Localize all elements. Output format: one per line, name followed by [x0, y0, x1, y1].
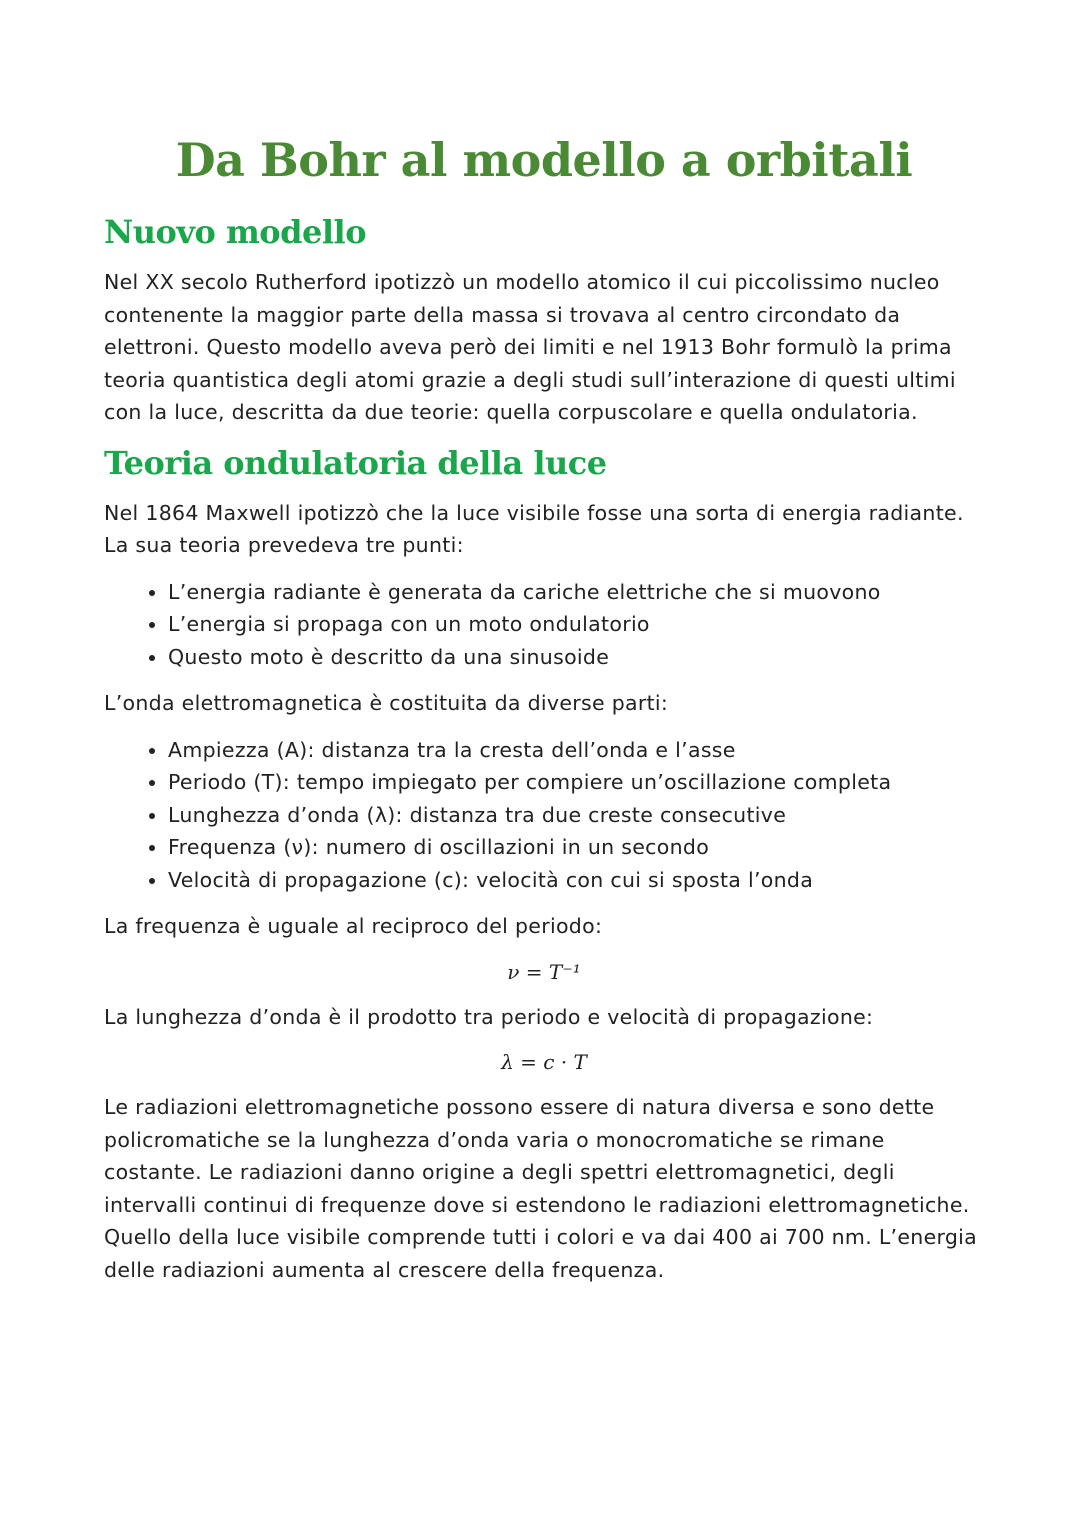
list-item: • Lunghezza d’onda (λ): distanza tra due creste consecutive [168, 799, 984, 832]
bullet-list-wave-parts [104, 734, 984, 897]
formula-frequency: ν = T⁻¹ [507, 959, 581, 984]
paragraph: Le radiazioni elettromagnetiche possono essere di natura diversa e sono dette policromatiche se la lunghezza d’onda varia o monocromatiche se rimane costante. Le radiazioni danno origine a degli spettri elettromagnetici, degli intervalli continui di frequenze dove si estendono le radiazioni elettromagnetiche. Quello della luce visibile comprende tutti i colori e va dai 400 ai 700 nm. L’energia delle radiazioni aumenta al crescere della frequenza. [104, 1095, 978, 1282]
list-item: • Periodo (T): tempo impiegato per compiere un’oscillazione completa [168, 766, 984, 799]
page-title: Da Bohr al modello a orbitali [175, 133, 913, 187]
list-item: • L’energia radiante è generata da cariche elettriche che si muovono [168, 576, 984, 609]
formula-wavelength: λ = c · T [501, 1050, 587, 1074]
bullet-list-maxwell [104, 576, 984, 674]
list-item: • Velocità di propagazione (c): velocità con cui si sposta l’onda [168, 864, 984, 897]
paragraph: La frequenza è uguale al reciproco del periodo: [104, 914, 603, 938]
list-item: • L’energia si propaga con un moto ondulatorio [168, 608, 984, 641]
list-item: • Questo moto è descritto da una sinusoide [168, 641, 984, 674]
paragraph: Nel XX secolo Rutherford ipotizzò un modello atomico il cui piccolissimo nucleo contenente la maggior parte della massa si trovava al centro circondato da elettroni. Questo modello aveva però dei limiti e nel 1913 Bohr formulò la prima teoria quantistica degli atomi grazie a degli studi sull’interazione di questi ultimi con la luce, descritta da due teorie: quella corpuscolare e quella ondulatoria. [104, 270, 956, 424]
paragraph: L’onda elettromagnetica è costituita da diverse parti: [104, 691, 669, 715]
section-heading-nuovo-modello: Nuovo modello [104, 213, 367, 251]
document-page [104, 128, 984, 1300]
list-item: • Frequenza (ν): numero di oscillazioni in un secondo [168, 831, 984, 864]
list-item: • Ampiezza (A): distanza tra la cresta dell’onda e l’asse [168, 734, 984, 767]
paragraph: La lunghezza d’onda è il prodotto tra periodo e velocità di propagazione: [104, 1004, 874, 1029]
paragraph: Nel 1864 Maxwell ipotizzò che la luce visibile fosse una sorta di energia radiante. La sua teoria prevedeva tre punti: [104, 500, 964, 557]
section-heading-teoria-ondulatoria: Teoria ondulatoria della luce [104, 443, 607, 482]
